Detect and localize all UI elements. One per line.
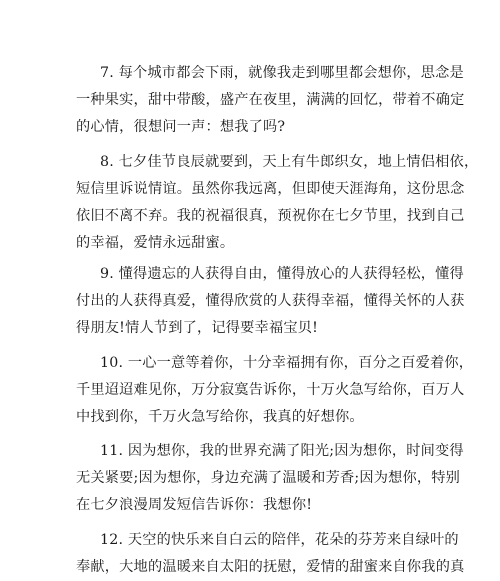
text-line: 依旧不离不弃。我的祝福很真，预祝你在七夕节里，找到自己 xyxy=(76,208,465,224)
text-line: 短信里诉说情谊。虽然你我远离，但即使天涯海角，这份思念 xyxy=(76,181,465,197)
paragraph-8 xyxy=(76,149,479,257)
text-line: 7. 每个城市都会下雨，就像我走到哪里都会想你，思念是 xyxy=(100,65,464,81)
text-line: 奉献，大地的温暖来自太阳的抚慰，爱情的甜蜜来自你我的真 xyxy=(76,559,465,575)
text-line: 无关紧要;因为想你，身边充满了温暖和芳香;因为想你，特别 xyxy=(76,470,461,486)
text-line: 11. 因为想你，我的世界充满了阳光;因为想你，时间变得 xyxy=(100,443,464,459)
text-line: 中找到你，千万火急写给你，我真的好想你。 xyxy=(76,409,364,425)
text-line: 12. 天空的快乐来自白云的陪伴，花朵的芬芳来自绿叶的 xyxy=(100,532,459,548)
text-line: 付出的人获得真爱，懂得欣赏的人获得幸福，懂得关怀的人获 xyxy=(76,293,465,309)
paragraph-10 xyxy=(76,350,474,431)
paragraph-11 xyxy=(76,438,464,519)
paragraph-12 xyxy=(76,527,465,581)
text-line: 8. 七夕佳节良辰就要到，天上有牛郎织女，地上情侣相依， xyxy=(100,154,479,170)
text-line: 得朋友!情人节到了，记得要幸福宝贝! xyxy=(76,320,319,336)
text-line: 的心情，很想问一声：想我了吗? xyxy=(76,119,286,135)
text-line: 千里迢迢难见你，万分寂寞告诉你，十万火急写给你，百万人 xyxy=(76,382,465,398)
text-line: 的幸福，爱情永远甜蜜。 xyxy=(76,235,235,251)
paragraph-7 xyxy=(76,60,465,141)
text-line: 一种果实，甜中带酸，盛产在夜里，满满的回忆，带着不确定 xyxy=(76,92,465,108)
text-line: 10. 一心一意等着你，十分幸福拥有你，百分之百爱着你， xyxy=(100,355,474,371)
text-line: 9. 懂得遗忘的人获得自由，懂得放心的人获得轻松，懂得 xyxy=(100,266,464,282)
text-line: 在七夕浪漫周发短信告诉你：我想你! xyxy=(76,497,313,513)
paragraph-9 xyxy=(76,261,465,342)
